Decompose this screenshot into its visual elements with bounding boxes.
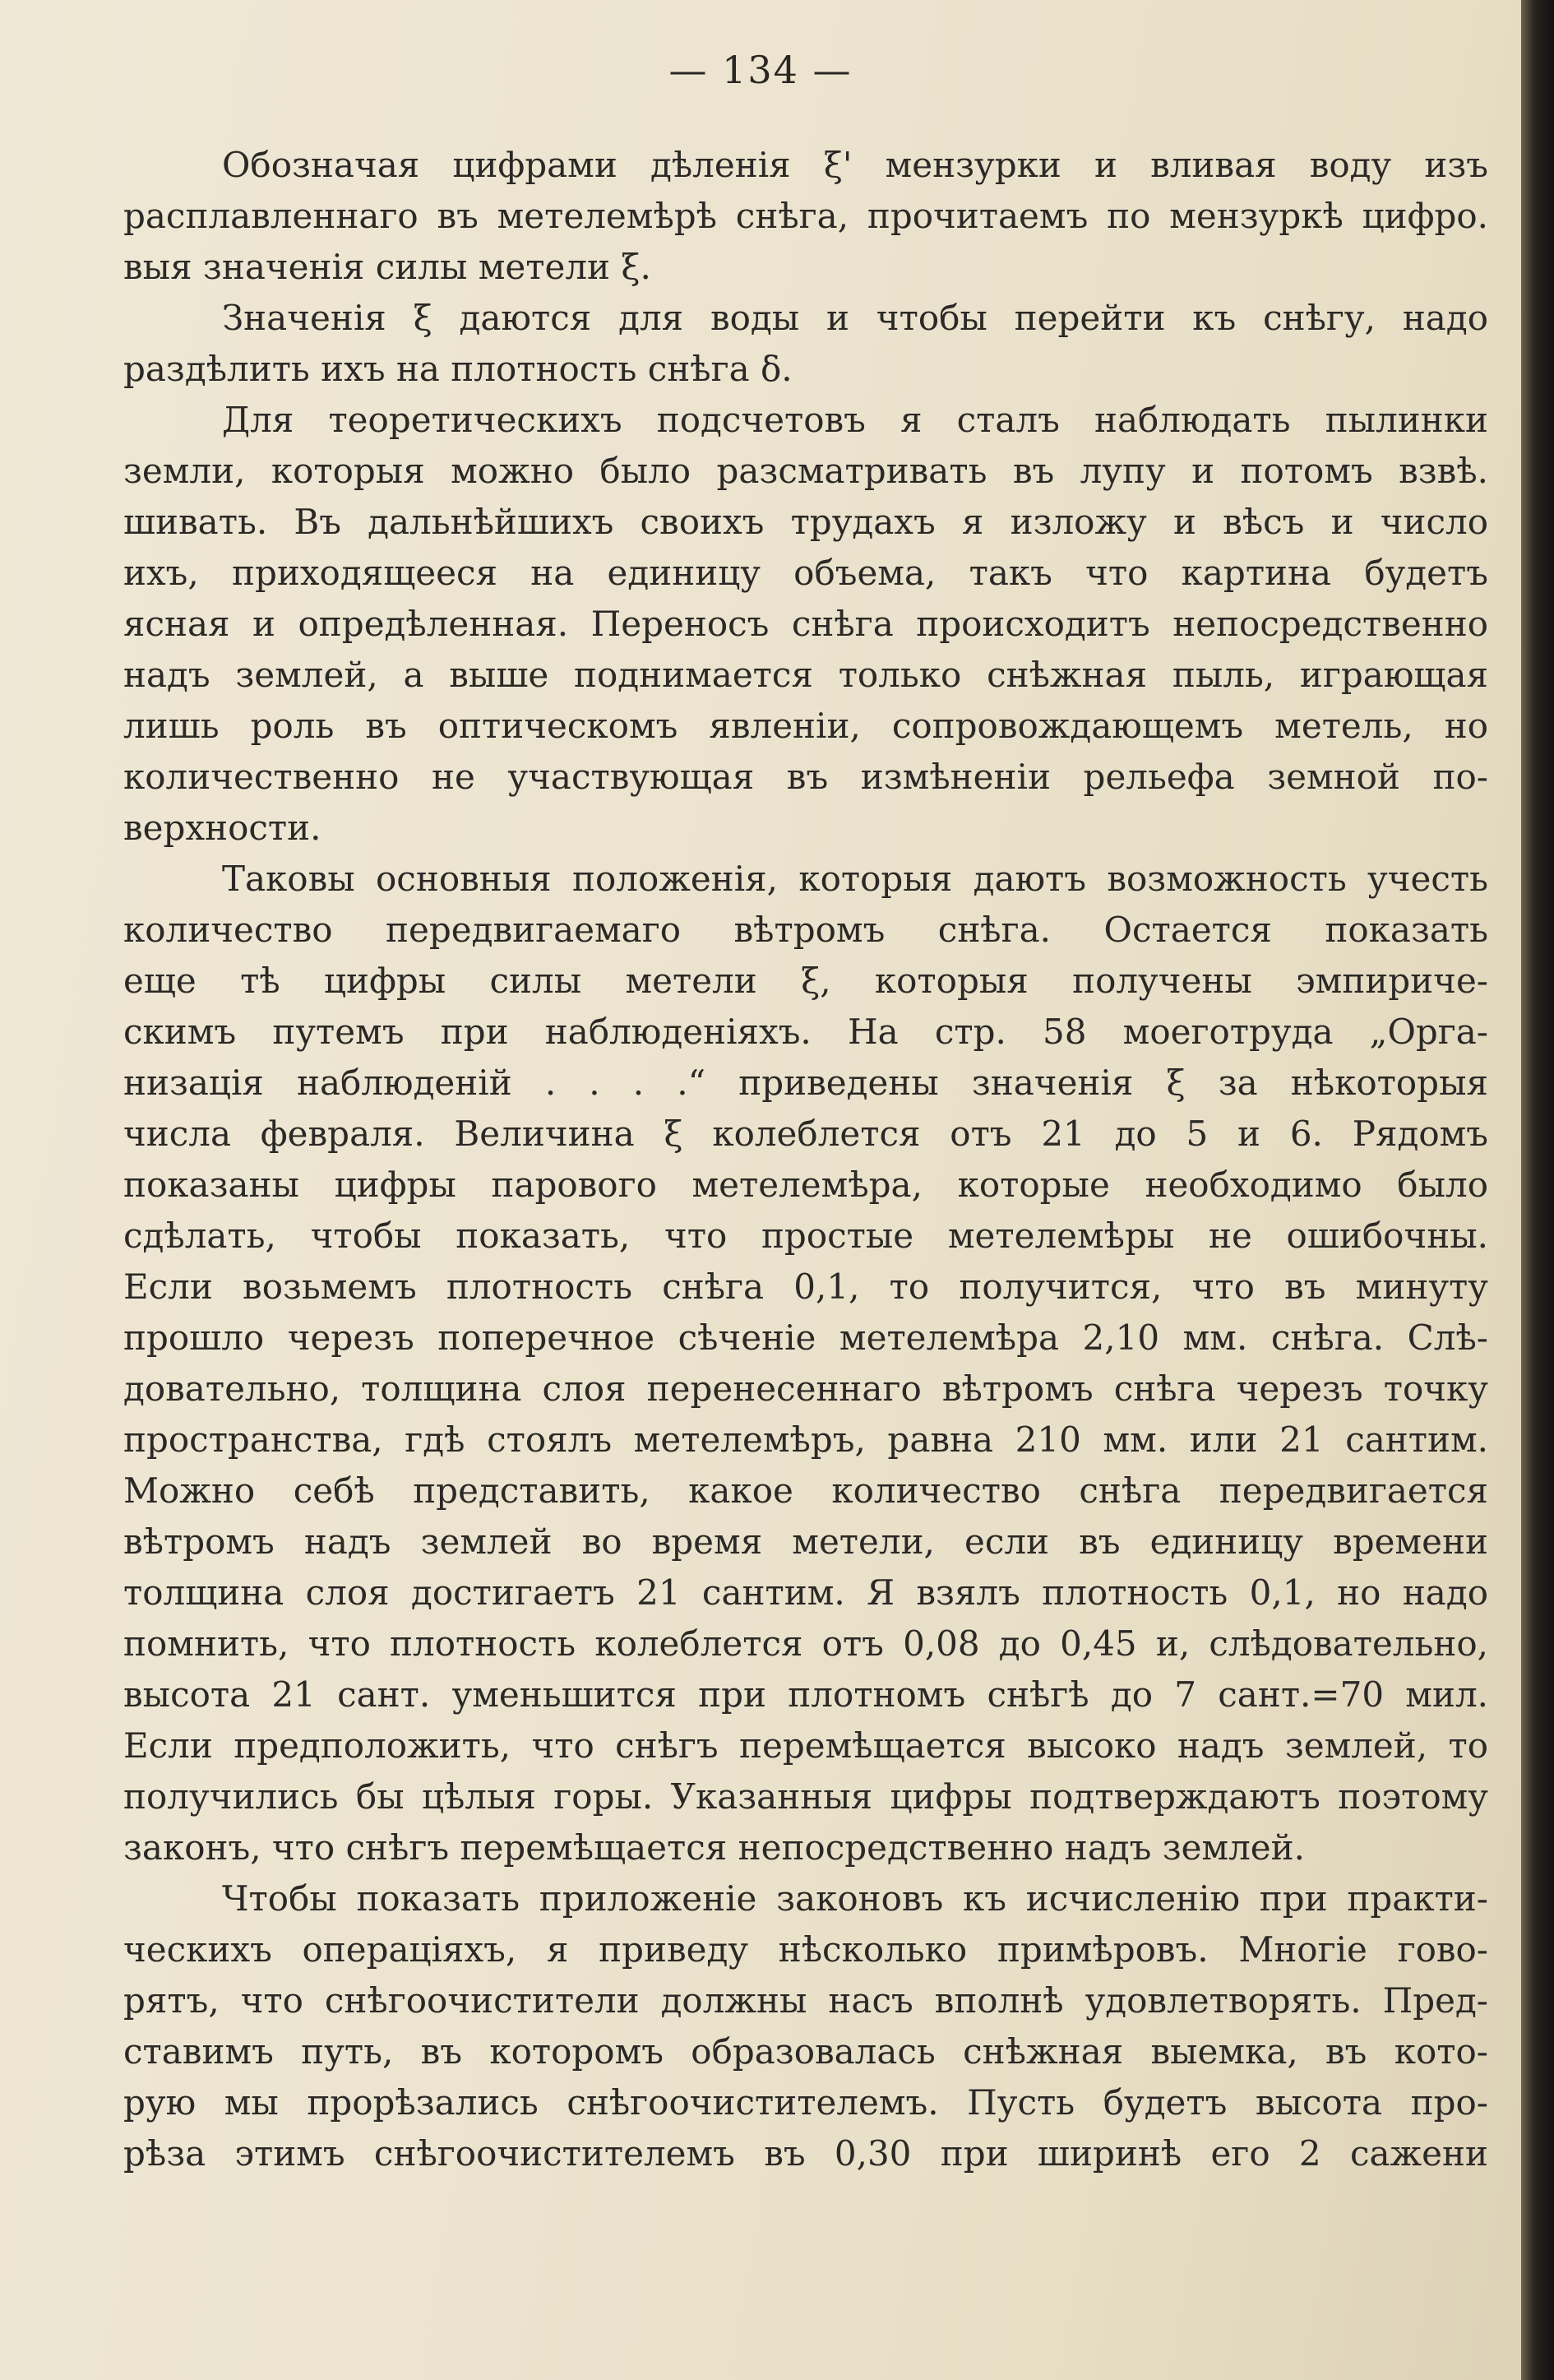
text-line: пространства, гдѣ стоялъ метелемѣръ, равна 210 мм. или 21 сантим. bbox=[123, 1419, 1488, 1460]
text-line: верхности. bbox=[123, 808, 321, 848]
text-line: надъ землей, а выше поднимается только снѣжная пыль, играющая bbox=[123, 655, 1488, 695]
text-line: законъ, что снѣгъ перемѣщается непосредственно надъ землей. bbox=[123, 1827, 1306, 1868]
text-line: Для теоретическихъ подсчетовъ я сталъ наблюдать пылинки bbox=[222, 400, 1488, 440]
text-line: Таковы основныя положенія, которыя даютъ возможность учесть bbox=[222, 859, 1488, 899]
text-line: расплавленнаго въ метелемѣрѣ снѣга, прочитаемъ по мензуркѣ цифро. bbox=[123, 196, 1488, 236]
text-line: количество передвигаемаго вѣтромъ снѣга. Остается показать bbox=[123, 910, 1488, 950]
text-line: раздѣлить ихъ на плотность снѣга δ. bbox=[123, 349, 793, 389]
text-line: Обозначая цифрами дѣленія ξ' мензурки и вливая воду изъ bbox=[222, 145, 1488, 185]
text-line: вѣтромъ надъ землей во время метели, если въ единицу времени bbox=[123, 1521, 1488, 1562]
text-line: ставимъ путь, въ которомъ образовалась снѣжная выемка, въ кото- bbox=[123, 2031, 1488, 2072]
text-line: Если предположить, что снѣгъ перемѣщается высоко надъ землей, то bbox=[123, 1725, 1488, 1766]
text-line: земли, которыя можно было разсматривать въ лупу и потомъ взвѣ. bbox=[123, 451, 1488, 491]
text-line: толщина слоя достигаетъ 21 сантим. Я взялъ плотность 0,1, но надо bbox=[123, 1572, 1488, 1613]
text-line: рятъ, что снѣгоочистители должны насъ вполнѣ удовлетворять. Пред- bbox=[123, 1980, 1488, 2021]
text-line: рѣза этимъ снѣгоочистителемъ въ 0,30 при ширинѣ его 2 сажени bbox=[123, 2133, 1488, 2174]
text-line: сдѣлать, чтобы показать, что простые метелемѣры не ошибочны. bbox=[123, 1215, 1488, 1256]
text-line: низація наблюденій . . . .“ приведены значенія ξ за нѣкоторыя bbox=[123, 1063, 1488, 1103]
text-line: прошло черезъ поперечное сѣченіе метелемѣра 2,10 мм. снѣга. Слѣ- bbox=[123, 1317, 1488, 1358]
text-line: довательно, толщина слоя перенесеннаго вѣтромъ снѣга черезъ точку bbox=[123, 1368, 1488, 1409]
text-line: шивать. Въ дальнѣйшихъ своихъ трудахъ я изложу и вѣсъ и число bbox=[123, 502, 1488, 542]
text-line: ческихъ операціяхъ, я приведу нѣсколько примѣровъ. Многіе гово- bbox=[123, 1929, 1488, 1970]
text-line: высота 21 сант. уменьшится при плотномъ снѣгѣ до 7 сант.=70 мил. bbox=[123, 1674, 1488, 1715]
text-line: показаны цифры парового метелемѣра, которые необходимо было bbox=[123, 1165, 1488, 1205]
page-edge-shadow bbox=[1521, 0, 1554, 2380]
text-line: ихъ, приходящееся на единицу объема, такъ что картина будетъ bbox=[123, 553, 1488, 593]
text-line: ясная и опредѣленная. Переносъ снѣга происходитъ непосредственно bbox=[123, 604, 1488, 644]
text-line: помнить, что плотность колеблется отъ 0,08 до 0,45 и, слѣдовательно, bbox=[123, 1623, 1488, 1664]
text-line: Чтобы показать приложеніе законовъ къ исчисленію при практи- bbox=[222, 1878, 1488, 1919]
text-line: числа февраля. Величина ξ колеблется отъ 21 до 5 и 6. Рядомъ bbox=[123, 1114, 1488, 1154]
text-line: еще тѣ цифры силы метели ξ, которыя получены эмпириче- bbox=[123, 961, 1488, 1001]
text-line: получились бы цѣлыя горы. Указанныя цифры подтверждаютъ поэтому bbox=[123, 1776, 1488, 1817]
body-text bbox=[123, 140, 1488, 2179]
text-line: Значенія ξ даются для воды и чтобы перейти къ снѣгу, надо bbox=[222, 298, 1488, 338]
page-number: — 134 — bbox=[668, 48, 853, 92]
text-line: лишь роль въ оптическомъ явленіи, сопровождающемъ метель, но bbox=[123, 706, 1488, 746]
text-line: Можно себѣ представить, какое количество снѣга передвигается bbox=[123, 1470, 1488, 1511]
text-line: скимъ путемъ при наблюденіяхъ. На стр. 58 моеготруда „Орга- bbox=[123, 1012, 1488, 1052]
text-line: количественно не участвующая въ измѣненіи рельефа земной по- bbox=[123, 757, 1488, 797]
text-line: Если возьмемъ плотность снѣга 0,1, то получится, что въ минуту bbox=[123, 1266, 1488, 1307]
text-line: выя значенія силы метели ξ. bbox=[123, 247, 651, 287]
text-line: рую мы прорѣзались снѣгоочистителемъ. Пусть будетъ высота про- bbox=[123, 2082, 1488, 2123]
